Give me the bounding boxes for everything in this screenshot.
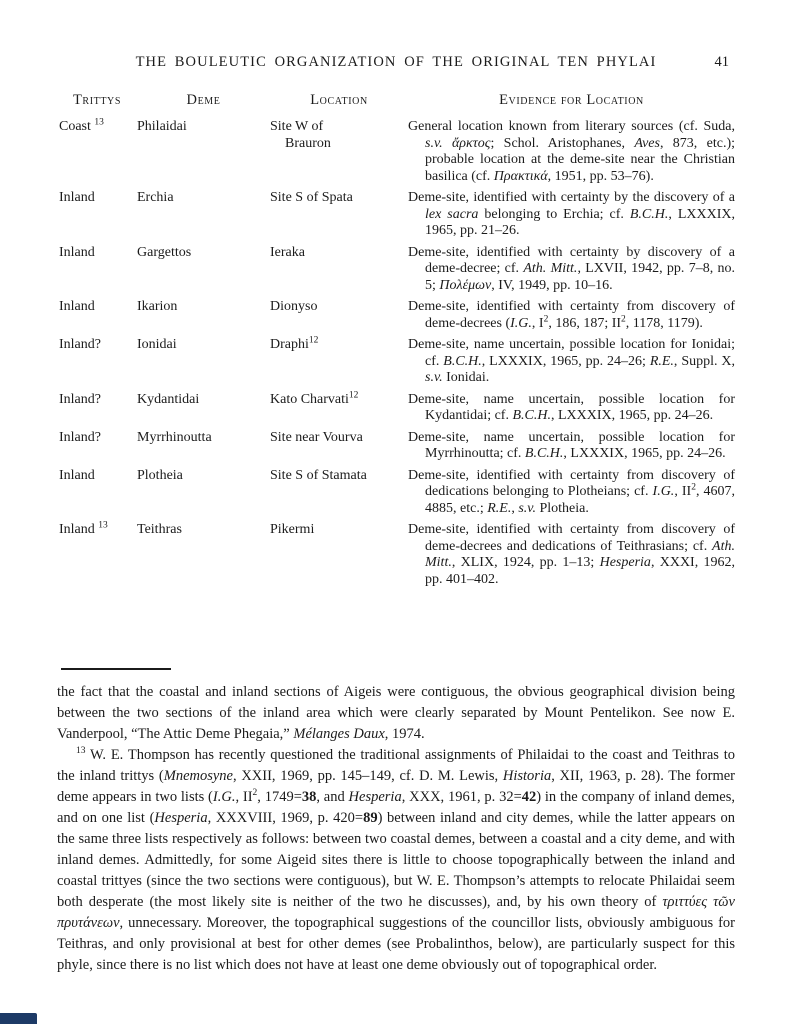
evidence-cell: Deme-site, identified with certainty by discovery of a deme-decree; cf. Ath. Mitt., LXVII, 1942, pp. 7–8, no. 5; Πολέμων, IV, 1949, pp. 10–16.: [408, 244, 735, 293]
evidence-cell: Deme-site, identified with certainty from discovery of deme-decrees (I.G., $I^2$, 186, 187; $II^2$, 1178, 1179).: [408, 299, 735, 331]
trittys-cell: Inland?: [59, 429, 101, 445]
running-head: [57, 54, 735, 74]
location-cell: Draphi$^{12}$: [270, 335, 319, 352]
evidence-cell: General location known from literary sources (cf. Suda, s.v. ἄρκτος; Schol. Aristophanes, Aves, 873, etc.); probable location at the deme-site near the Christian basilica (cf. Πρακτικά, 1951, pp. 53–76).: [408, 119, 735, 184]
trittys-cell: Inland $^{13}$: [59, 520, 108, 537]
evidence-cell: Deme-site, name uncertain, possible location for Ionidai; cf. B.C.H., LXXXIX, 1965, pp. 24–26; R.E., Suppl. X, s.v. Ionidai.: [408, 337, 735, 385]
trittys-cell: Inland?: [59, 337, 101, 352]
location-cell: Site S of Spata: [270, 190, 353, 205]
trittys-cell: Inland?: [59, 391, 101, 407]
table-row: [57, 190, 735, 240]
page-title: THE BOULEUTIC ORGANIZATION OF THE ORIGINAL TEN PHYLAI: [135, 54, 657, 70]
location-cell: Pikermi: [270, 522, 315, 537]
deme-cell: Teithras: [137, 522, 182, 537]
page-number: 41: [714, 54, 729, 70]
table-row: [57, 245, 735, 295]
column-header-location: Location: [310, 92, 368, 108]
location-cell: Kato Charvati$^{12}$: [270, 389, 359, 407]
location-cell: Site S of Stamata: [270, 467, 367, 483]
evidence-cell: Deme-site, identified with certainty by the discovery of a lex sacra belonging to Erchia; cf. B.C.H., LXXXIX, 1965, pp. 21–26.: [408, 190, 735, 238]
evidence-cell: Deme-site, identified with certainty from discovery of dedications belonging to Plotheians; cf. I.G., $II^2$, 4607, 4885, etc.; R.E., s.v. Plotheia.: [408, 467, 736, 516]
column-header-evidence: Evidence for Location: [499, 92, 644, 108]
trittys-cell: Inland: [59, 299, 95, 314]
location-cell: Site near Vourva: [270, 429, 363, 445]
column-header-deme: Deme: [186, 92, 221, 108]
evidence-cell: Deme-site, name uncertain, possible location for Kydantidai; cf. B.C.H., LXXXIX, 1965, pp. 24–26.: [408, 391, 735, 423]
trittys-cell: Inland: [59, 190, 95, 205]
deme-cell: Ionidai: [137, 337, 177, 352]
deme-cell: Kydantidai: [137, 391, 200, 407]
table-row: [57, 522, 735, 588]
table-row: [57, 299, 735, 332]
location-cell: Site W of Brauron: [270, 119, 331, 151]
deme-table: [57, 92, 735, 593]
column-header-trittys: Trittys: [72, 92, 122, 108]
table-row: [57, 430, 735, 463]
location-cell: Ieraka: [270, 244, 305, 260]
location-cell: Dionyso: [270, 299, 318, 314]
footnote-separator-rule: [61, 668, 171, 670]
table-header-row: [57, 92, 735, 109]
scan-corner-mark: [0, 1013, 37, 1024]
trittys-cell: Inland: [59, 244, 95, 260]
evidence-cell: Deme-site, name uncertain, possible location for Myrrhinoutta; cf. B.C.H., LXXXIX, 1965, pp. 24–26.: [408, 429, 735, 461]
deme-cell: Myrrhinoutta: [137, 429, 212, 445]
trittys-cell: Coast $^{13}$: [59, 117, 104, 134]
footnote-continuation: the fact that the coastal and inland sections of Aigeis were contiguous, the obvious geographical division being between the two sections of the inland area which were clearly separated by Mount Pentelikon. See now E. Vanderpool, “The Attic Deme Phegaia,” Mélanges Daux, 1974.: [57, 684, 735, 742]
footnote-13: $^{13}$ W. E. Thompson has recently questioned the traditional assignments of Philaidai to the coast and Teithras to the inland trittys (Mnemosyne, XXII, 1969, pp. 145–149, cf. D. M. Lewis, Historia, XII, 1963, p. 28). The former deme appears in two lists (I.G., $II^2$, 1749=38, and Hesperia, XXX, 1961, p. 32=42) in the company of inland demes, and on one list (Hesperia, XXXVIII, 1969, p. 420=89) between inland and city demes, while the latter appears on the same three lists respectively as follows: between two coastal demes, between a coastal and a city deme, and with inland demes. Admittedly, for some Aigeid sites there is little to choose topographically between the inland and coastal trittyes (since the two sections were contiguous), but W. E. Thompson’s attempts to relocate Philaidai seem both desperate (the most likely site is neither of the two he discusses), and, by his own theory of τριττύες τῶν πρυτάνεων, unnecessary. Moreover, the topographical suggestions of the councillor lists, obviously ambiguous for Teithras, and only provisional at best for other demes (see Probalinthos, below), are particularly suspect for this phyle, since there is no list which does not have at least one deme obviously out of topographical order.: [57, 746, 735, 973]
table-row: [57, 337, 735, 387]
deme-cell: Ikarion: [137, 299, 178, 314]
table-row: [57, 389, 735, 425]
evidence-cell: Deme-site, identified with certainty from discovery of deme-decrees and dedications of Teithrasians; cf. Ath. Mitt., XLIX, 1924, pp. 1–13; Hesperia, XXXI, 1962, pp. 401–402.: [408, 522, 736, 587]
table-row: [57, 468, 735, 518]
deme-cell: Plotheia: [137, 467, 183, 483]
table-row: [57, 119, 735, 185]
deme-cell: Philaidai: [137, 119, 187, 134]
deme-cell: Erchia: [137, 190, 174, 205]
footnotes-section: [57, 662, 735, 976]
deme-cell: Gargettos: [137, 244, 192, 260]
trittys-cell: Inland: [59, 467, 95, 483]
